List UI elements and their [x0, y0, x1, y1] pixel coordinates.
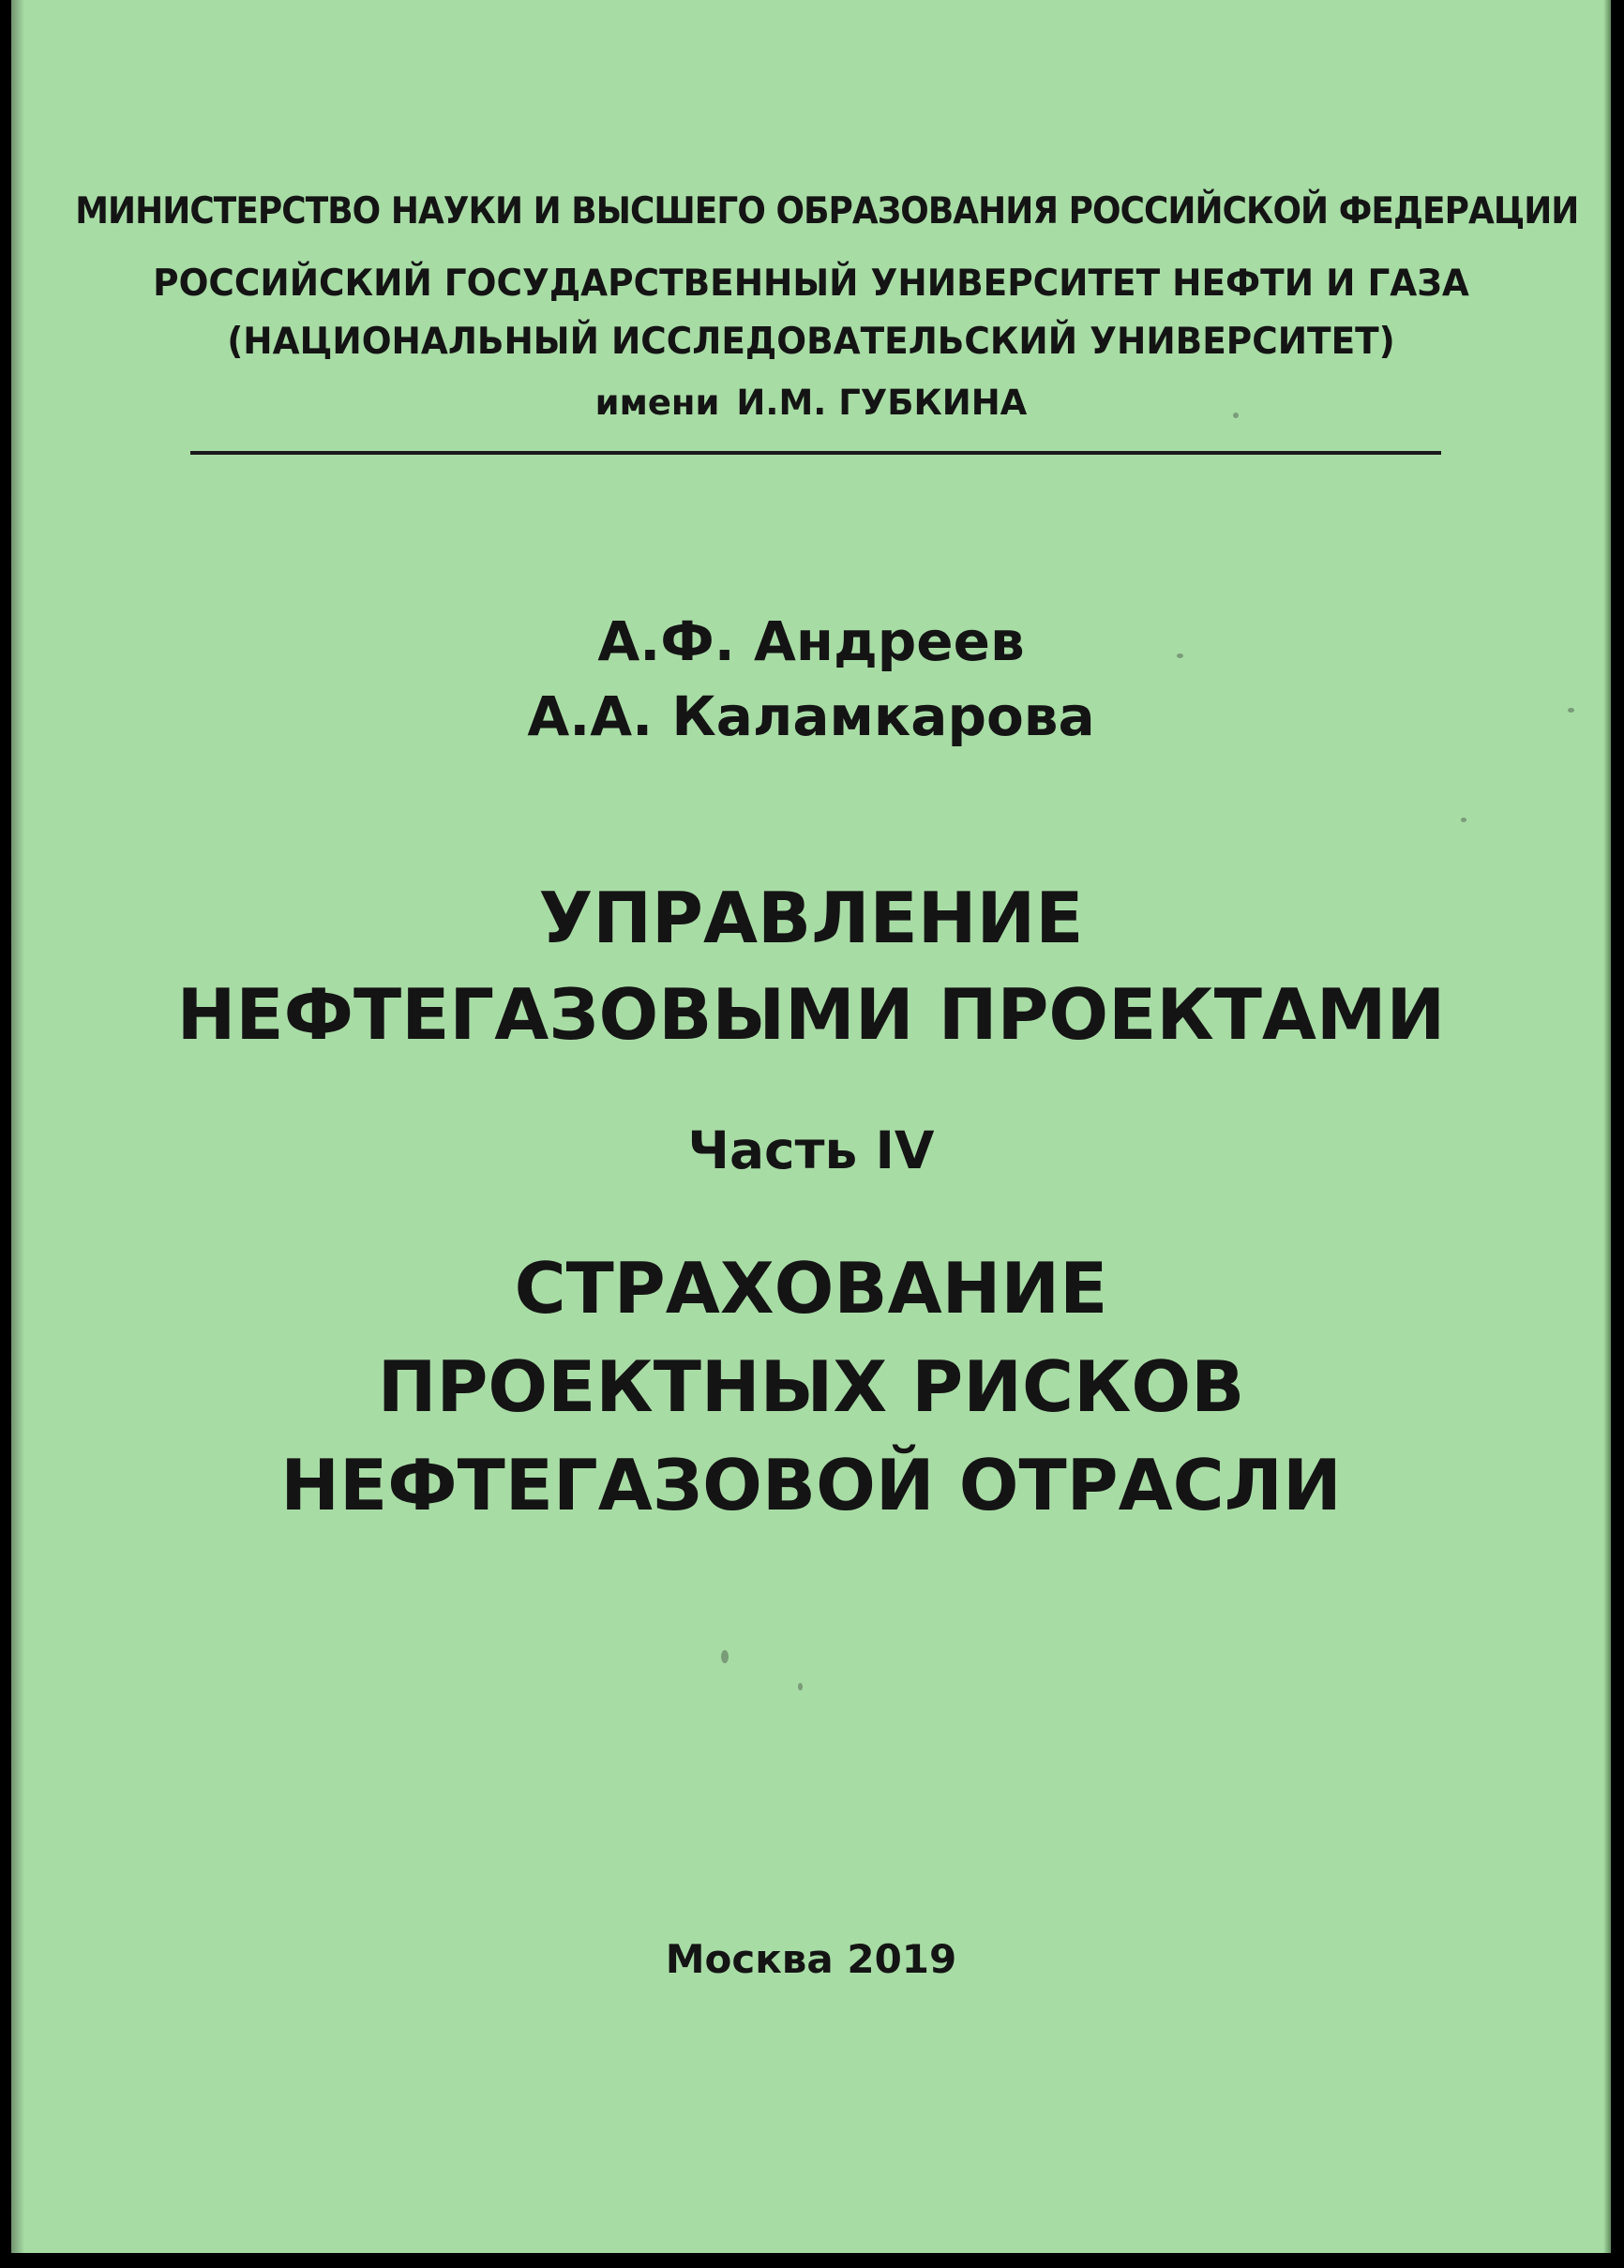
title-line2: НЕФТЕГАЗОВЫМИ ПРОЕКТАМИ [176, 973, 1446, 1056]
ministry-line: МИНИСТЕРСТВО НАУКИ И ВЫСШЕГО ОБРАЗОВАНИЯ РОССИЙСКОЙ ФЕДЕРАЦИИ [75, 190, 1579, 233]
print-speck [1177, 653, 1183, 658]
subtitle-line2: ПРОЕКТНЫХ РИСКОВ [377, 1345, 1245, 1428]
university-name-line1: РОССИЙСКИЙ ГОСУДАРСТВЕННЫЙ УНИВЕРСИТЕТ НЕФТИ И ГАЗА [153, 263, 1469, 305]
university-name-line2: (НАЦИОНАЛЬНЫЙ ИССЛЕДОВАТЕЛЬСКИЙ УНИВЕРСИТЕТ) [227, 321, 1395, 363]
named-prefix: имени [594, 383, 720, 423]
author-1: А.Ф. Андреев [597, 609, 1025, 673]
subtitle-line1: СТРАХОВАНИЕ [514, 1247, 1108, 1329]
print-speck [721, 1650, 729, 1663]
part-label: Часть IV [687, 1120, 935, 1180]
print-speck [1461, 818, 1466, 822]
book-cover [11, 0, 1611, 2253]
author-2: А.А. Каламкарова [527, 684, 1095, 748]
subtitle-line3: НЕФТЕГАЗОВОЙ ОТРАСЛИ [280, 1444, 1342, 1526]
imprint-city-year: Москва 2019 [665, 1936, 957, 1982]
university-named-after [11, 383, 1611, 423]
title-line1: УПРАВЛЕНИЕ [538, 877, 1084, 959]
print-speck [1233, 413, 1239, 418]
print-speck [798, 1683, 803, 1690]
named-person: И.М. ГУБКИНА [736, 383, 1028, 423]
header-divider [190, 451, 1441, 455]
print-speck [1568, 708, 1574, 713]
